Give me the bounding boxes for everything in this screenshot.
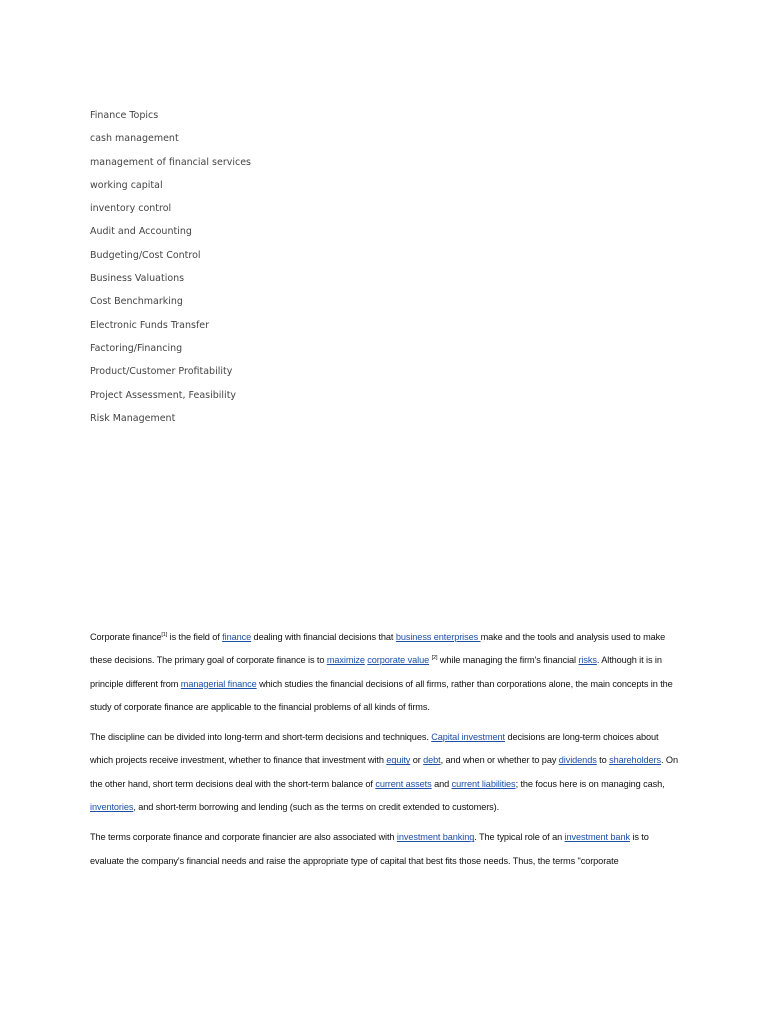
topic-item: Audit and Accounting — [90, 226, 192, 238]
link-shareholders[interactable]: shareholders — [609, 755, 661, 766]
topic-item: Electronic Funds Transfer — [90, 319, 210, 331]
link-business-enterprises[interactable]: business enterprises — [395, 632, 481, 642]
article-paragraph — [90, 826, 678, 873]
link-equity[interactable]: equity — [386, 755, 411, 766]
topic-item: Risk Management — [90, 412, 176, 424]
paragraph-text: , and when or whether to pay — [440, 755, 559, 766]
link-corporate-value[interactable]: corporate value — [367, 655, 430, 666]
link-investment-banking[interactable]: investment banking — [396, 832, 475, 843]
link-inventories[interactable]: inventories — [90, 802, 134, 813]
article-paragraph — [90, 626, 678, 719]
link-current-assets[interactable]: current assets — [375, 778, 432, 789]
paragraph-text: The terms corporate finance and corporate financier are also associated with — [90, 832, 397, 843]
paragraph-text: ; the focus here is on managing cash, — [515, 778, 665, 789]
paragraph-text: while managing the firm's financial — [437, 655, 579, 666]
topic-item: Business Valuations — [90, 273, 185, 285]
citation-ref[interactable]: [1] — [161, 631, 168, 638]
citation-ref[interactable]: [2] — [431, 655, 438, 662]
paragraph-text: . Although it is in principle different from — [90, 655, 662, 689]
article-paragraph — [90, 726, 678, 819]
paragraph-text: . On the other hand, short term decisions deal with the short-term balance of — [90, 755, 678, 789]
topic-item: management of financial services — [90, 156, 252, 168]
topic-item: Project Assessment, Feasibility — [90, 389, 237, 401]
topic-item: working capital — [90, 179, 163, 191]
link-investment-bank[interactable]: investment bank — [564, 832, 630, 843]
link-maximize[interactable]: maximize — [326, 655, 365, 666]
paragraph-text: decisions are long-term choices about which projects receive investment, whether to finance that investment with — [90, 732, 659, 766]
link-capital-investment[interactable]: Capital investment — [431, 732, 506, 743]
paragraph-text: is the field of — [167, 632, 223, 642]
topic-item: Factoring/Financing — [90, 342, 183, 354]
link-dividends[interactable]: dividends — [558, 755, 597, 766]
link-finance[interactable]: finance — [222, 632, 252, 642]
paragraph-text: dealing with financial decisions that — [251, 632, 396, 642]
topic-item: Budgeting/Cost Control — [90, 249, 201, 261]
paragraph-text: to — [596, 755, 610, 766]
topic-item: Product/Customer Profitability — [90, 366, 233, 378]
topic-item: inventory control — [90, 203, 172, 215]
paragraph-text: and — [431, 778, 452, 789]
topic-item: Cost Benchmarking — [90, 296, 183, 308]
link-managerial-finance[interactable]: managerial finance — [180, 678, 257, 689]
paragraph-text: The discipline can be divided into long-term and short-term decisions and techniques. — [90, 732, 432, 743]
paragraph-text: which studies the financial decisions of all firms, rather than corporations alone, the main concepts in the study of corporate finance are applicable to the financial problems of all kinds of firms. — [90, 678, 673, 712]
paragraph-text: or — [410, 755, 424, 766]
paragraph-text: is to evaluate the company's financial needs and raise the appropriate type of capital that best fits those needs. Thus, the terms "corporate — [90, 832, 649, 866]
link-current-liabilities[interactable]: current liabilities — [451, 778, 516, 789]
link-risks[interactable]: risks — [578, 655, 597, 666]
topic-item: cash management — [90, 133, 179, 145]
paragraph-text: , and short-term borrowing and lending (such as the terms on credit extended to customers). — [133, 802, 500, 813]
paragraph-text: make and the tools and analysis used to make these decisions. The primary goal of corporate finance is to — [90, 632, 666, 666]
paragraph-text: Corporate finance — [90, 632, 162, 642]
corporate-finance-article — [90, 626, 678, 880]
link-debt[interactable]: debt — [423, 755, 441, 766]
paragraph-text: . The typical role of an — [474, 832, 565, 843]
topics-heading: Finance Topics — [90, 110, 159, 121]
finance-topics-list — [90, 107, 251, 433]
